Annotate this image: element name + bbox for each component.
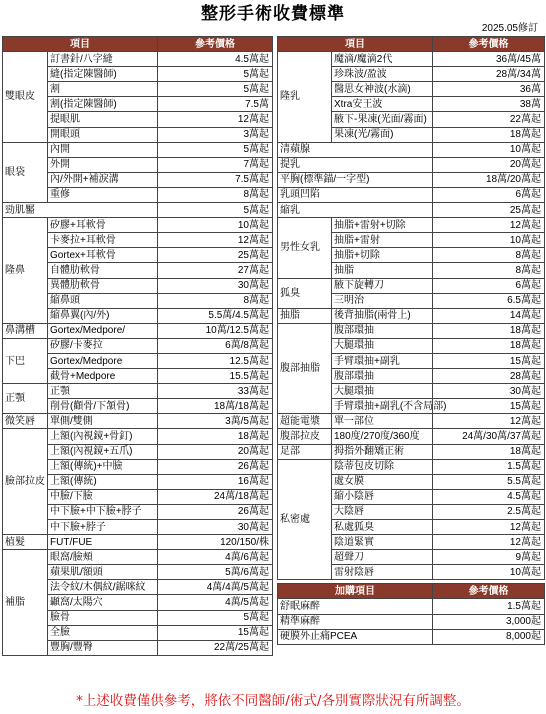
price-cell: 4萬/4萬/5萬起 xyxy=(158,580,273,595)
item-cell: 魔滴/魔滴2代 xyxy=(332,52,433,67)
item-cell: Gortex+耳軟骨 xyxy=(48,248,158,263)
price-cell: 12萬起 xyxy=(433,414,545,429)
price-cell: 10萬起 xyxy=(433,142,545,157)
item-cell: 重修 xyxy=(48,187,158,202)
category-cell: 提乳 xyxy=(278,157,433,172)
price-cell: 5萬起 xyxy=(158,203,273,218)
item-cell: 超聲刀 xyxy=(332,550,433,565)
item-cell: 縫(指定陳醫師) xyxy=(48,67,158,82)
addon-item-cell: 精準麻醉 xyxy=(278,614,433,629)
category-cell: 補脂 xyxy=(3,550,48,656)
item-cell: 拇指外翻矯正術 xyxy=(332,444,433,459)
price-cell: 8萬起 xyxy=(433,263,545,278)
item-cell: 內/外開+補淚溝 xyxy=(48,172,158,187)
price-cell: 5.5萬/4.5萬起 xyxy=(158,308,273,323)
item-cell: 矽膠/卡麥拉 xyxy=(48,338,158,353)
item-cell: 全臉 xyxy=(48,625,158,640)
price-cell: 22萬起 xyxy=(433,112,545,127)
table-row xyxy=(278,187,545,202)
item-cell: 內開 xyxy=(48,142,158,157)
addon-price-cell: 1.5萬起 xyxy=(433,599,545,614)
price-cell: 12萬起 xyxy=(433,218,545,233)
price-cell: 24萬/30萬/37萬起 xyxy=(433,429,545,444)
price-cell: 5萬起 xyxy=(158,67,273,82)
price-cell: 4.5萬起 xyxy=(158,52,273,67)
price-cell: 15萬起 xyxy=(433,353,545,368)
price-cell: 2.5萬起 xyxy=(433,504,545,519)
item-cell: 抽脂+雷射+切除 xyxy=(332,218,433,233)
item-cell: 上額(內視鏡+骨釘) xyxy=(48,429,158,444)
item-cell: 抽脂+雷射 xyxy=(332,233,433,248)
price-cell: 26萬起 xyxy=(158,459,273,474)
revision-date: 2025.05修訂 xyxy=(481,23,538,34)
column-header-item: 項目 xyxy=(278,37,433,52)
right-price-table xyxy=(277,36,545,645)
price-cell: 36萬/45萬 xyxy=(433,52,545,67)
price-cell: 7.5萬 xyxy=(158,97,273,112)
table-row xyxy=(278,278,545,293)
item-cell: 單側/雙側 xyxy=(48,414,158,429)
item-cell: 果凍(光/霧面) xyxy=(332,127,433,142)
item-cell: 割 xyxy=(48,82,158,97)
item-cell: Xtra安王波 xyxy=(332,97,433,112)
table-header-row xyxy=(3,37,273,52)
column-header-price: 參考價格 xyxy=(433,37,545,52)
item-cell: 腹部環抽 xyxy=(332,369,433,384)
category-cell: 男性女乳 xyxy=(278,218,332,278)
item-cell: 腹部環抽 xyxy=(332,323,433,338)
category-cell: 眼袋 xyxy=(3,142,48,202)
column-header-price: 參考價格 xyxy=(158,37,273,52)
category-cell: 足部 xyxy=(278,444,332,459)
item-cell: 縮鼻頭 xyxy=(48,293,158,308)
price-cell: 18萬起 xyxy=(433,127,545,142)
price-cell: 18萬起 xyxy=(158,429,273,444)
table-row xyxy=(3,203,273,218)
price-cell: 26萬起 xyxy=(158,504,273,519)
category-cell: 縮乳 xyxy=(278,203,433,218)
category-cell: 正顎 xyxy=(3,384,48,414)
item-cell: 外開 xyxy=(48,157,158,172)
item-cell: 180度/270度/360度 xyxy=(332,429,433,444)
table-row xyxy=(278,157,545,172)
price-cell: 6.5萬起 xyxy=(433,293,545,308)
price-cell: 30萬起 xyxy=(158,520,273,535)
item-cell: 中下臉+中下臉+脖子 xyxy=(48,504,158,519)
table-row xyxy=(3,338,273,353)
price-cell: 5萬起 xyxy=(158,610,273,625)
price-cell: 30萬起 xyxy=(158,278,273,293)
item-cell: 雷射陰唇 xyxy=(332,565,433,580)
category-cell: 超能電漿 xyxy=(278,414,332,429)
addon-item-cell: 舒眠麻醉 xyxy=(278,599,433,614)
item-cell: 三明治 xyxy=(332,293,433,308)
item-cell: 處女膜 xyxy=(332,474,433,489)
category-cell: 下巴 xyxy=(3,338,48,383)
item-cell: 腋下-果凍(光面/霧面) xyxy=(332,112,433,127)
price-cell: 15萬起 xyxy=(158,625,273,640)
price-cell: 18萬起 xyxy=(433,444,545,459)
category-cell: 勁肌靨 xyxy=(3,203,158,218)
item-cell: 訂書針/八字縫 xyxy=(48,52,158,67)
category-cell: 狐臭 xyxy=(278,278,332,308)
price-cell: 4.5萬起 xyxy=(433,489,545,504)
table-row xyxy=(278,459,545,474)
table-row xyxy=(3,384,273,399)
table-row xyxy=(3,429,273,444)
price-cell: 15.5萬起 xyxy=(158,369,273,384)
item-cell: 手臂環抽+副乳 xyxy=(332,353,433,368)
addon-price-cell: 3,000起 xyxy=(433,614,545,629)
column-header-item: 加購項目 xyxy=(278,584,433,599)
price-cell: 8萬起 xyxy=(158,187,273,202)
table-row xyxy=(278,52,545,67)
price-cell: 5萬起 xyxy=(158,142,273,157)
category-cell: 平胸(標準錨/一字型) xyxy=(278,172,433,187)
table-row xyxy=(278,218,545,233)
price-cell: 12萬起 xyxy=(158,233,273,248)
price-cell: 1.5萬起 xyxy=(433,459,545,474)
price-cell: 30萬起 xyxy=(433,384,545,399)
item-cell: 正顎 xyxy=(48,384,158,399)
price-cell: 33萬起 xyxy=(158,384,273,399)
category-cell: 鼻溝槽 xyxy=(3,323,48,338)
price-cell: 4萬/5萬起 xyxy=(158,595,273,610)
table-row xyxy=(3,142,273,157)
item-cell: 大腿環抽 xyxy=(332,338,433,353)
table-row xyxy=(278,444,545,459)
category-cell: 腹部拉皮 xyxy=(278,429,332,444)
price-cell: 6萬起 xyxy=(433,187,545,202)
price-cell: 20萬起 xyxy=(158,444,273,459)
price-cell: 4萬/6萬起 xyxy=(158,550,273,565)
item-cell: 割(指定陳醫師) xyxy=(48,97,158,112)
item-cell: 大陰唇 xyxy=(332,504,433,519)
category-cell: 清蘋腺 xyxy=(278,142,433,157)
price-cell: 25萬起 xyxy=(158,248,273,263)
item-cell: 豐胸/豐臀 xyxy=(48,640,158,655)
category-cell: 抽脂 xyxy=(278,308,332,323)
item-cell: 上額(內視鏡+五爪) xyxy=(48,444,158,459)
table-row xyxy=(278,414,545,429)
price-cell: 25萬起 xyxy=(433,203,545,218)
item-cell: 珍珠波/盈波 xyxy=(332,67,433,82)
item-cell: 腋下旋轉刀 xyxy=(332,278,433,293)
category-cell: 私密處 xyxy=(278,459,332,580)
table-row xyxy=(278,203,545,218)
addon-row xyxy=(278,614,545,629)
item-cell: 中臉/下臉 xyxy=(48,489,158,504)
item-cell: Gortex/Medpore xyxy=(48,353,158,368)
addon-row xyxy=(278,599,545,614)
category-cell: 隆鼻 xyxy=(3,218,48,324)
price-cell: 8萬起 xyxy=(158,293,273,308)
item-cell: 蘋果肌/額頭 xyxy=(48,565,158,580)
table-row xyxy=(278,142,545,157)
price-cell: 16萬起 xyxy=(158,474,273,489)
item-cell: 抽脂 xyxy=(332,263,433,278)
price-cell: 20萬起 xyxy=(433,157,545,172)
category-cell: 雙眼皮 xyxy=(3,52,48,143)
table-row xyxy=(3,52,273,67)
price-cell: 10萬起 xyxy=(433,233,545,248)
item-cell: 上額(傳統) xyxy=(48,474,158,489)
price-cell: 7萬起 xyxy=(158,157,273,172)
item-cell: 顳窩/太陽穴 xyxy=(48,595,158,610)
item-cell: 抽脂+切除 xyxy=(332,248,433,263)
table-row xyxy=(278,172,545,187)
price-cell: 5萬/6萬起 xyxy=(158,565,273,580)
item-cell: 提眼肌 xyxy=(48,112,158,127)
price-cell: 27萬起 xyxy=(158,263,273,278)
price-cell: 6萬起 xyxy=(433,278,545,293)
price-cell: 18萬起 xyxy=(433,323,545,338)
category-cell: 隆乳 xyxy=(278,52,332,143)
addon-row xyxy=(278,629,545,644)
addon-price-cell: 8,000起 xyxy=(433,629,545,644)
price-cell: 5.5萬起 xyxy=(433,474,545,489)
item-cell: 截骨+Medpore xyxy=(48,369,158,384)
table-row xyxy=(3,218,273,233)
price-cell: 7.5萬起 xyxy=(158,172,273,187)
left-price-table xyxy=(2,36,273,656)
table-row xyxy=(278,308,545,323)
price-cell: 10萬起 xyxy=(158,218,273,233)
item-cell: 法令紋/木偶紋/鋸咪紋 xyxy=(48,580,158,595)
item-cell: 上額(傳統)+中臉 xyxy=(48,459,158,474)
price-cell: 15萬起 xyxy=(433,399,545,414)
item-cell: 削骨(顴骨/下頷骨) xyxy=(48,399,158,414)
item-cell: FUT/FUE xyxy=(48,535,158,550)
item-cell: 開眼頭 xyxy=(48,127,158,142)
price-cell: 120/150/株 xyxy=(158,535,273,550)
item-cell: 縮小陰唇 xyxy=(332,489,433,504)
item-cell: 陰道緊實 xyxy=(332,535,433,550)
price-cell: 3萬起 xyxy=(158,127,273,142)
price-cell: 10萬/12.5萬起 xyxy=(158,323,273,338)
price-cell: 28萬/34萬 xyxy=(433,67,545,82)
price-cell: 38萬 xyxy=(433,97,545,112)
page-title: 整形手術收費標準 xyxy=(201,4,345,24)
item-cell: 單一部位 xyxy=(332,414,433,429)
category-cell: 臉部拉皮 xyxy=(3,429,48,535)
price-cell: 10萬起 xyxy=(433,565,545,580)
item-cell: 私處狐臭 xyxy=(332,520,433,535)
table-row xyxy=(3,550,273,565)
price-cell: 8萬起 xyxy=(433,248,545,263)
item-cell: 大腿環抽 xyxy=(332,384,433,399)
item-cell: 臉骨 xyxy=(48,610,158,625)
disclaimer-note: *上述收費僅供參考，將依不同醫師/術式/各別實際狀況有所調整。 xyxy=(76,693,470,709)
item-cell: 卡麥拉+耳軟骨 xyxy=(48,233,158,248)
item-cell: 縮鼻翼(內/外) xyxy=(48,308,158,323)
item-cell: 手臂環抽+副乳(不含局部) xyxy=(332,399,433,414)
category-cell: 腹部抽脂 xyxy=(278,323,332,414)
price-cell: 36萬 xyxy=(433,82,545,97)
table-row xyxy=(3,323,273,338)
item-cell: 醫思女神波(水滴) xyxy=(332,82,433,97)
category-cell: 乳頭凹陷 xyxy=(278,187,433,202)
category-cell: 微笑唇 xyxy=(3,414,48,429)
item-cell: 自體肋軟骨 xyxy=(48,263,158,278)
price-cell: 3萬/5萬起 xyxy=(158,414,273,429)
category-cell: 植髮 xyxy=(3,535,48,550)
price-cell: 18萬/18萬起 xyxy=(158,399,273,414)
item-cell: 中下臉+脖子 xyxy=(48,520,158,535)
price-cell: 12.5萬起 xyxy=(158,353,273,368)
price-cell: 18萬起 xyxy=(433,338,545,353)
table-header-row xyxy=(278,584,545,599)
item-cell: 陰蒂包皮切除 xyxy=(332,459,433,474)
price-cell: 24萬/18萬起 xyxy=(158,489,273,504)
price-cell: 28萬起 xyxy=(433,369,545,384)
price-cell: 22萬/25萬起 xyxy=(158,640,273,655)
price-cell: 12萬起 xyxy=(433,520,545,535)
column-header-price: 參考價格 xyxy=(433,584,545,599)
table-row xyxy=(3,535,273,550)
price-cell: 12萬起 xyxy=(158,112,273,127)
item-cell: 矽膠+耳軟骨 xyxy=(48,218,158,233)
table-header-row xyxy=(278,37,545,52)
table-row xyxy=(3,414,273,429)
table-row xyxy=(278,429,545,444)
price-cell: 6萬/8萬起 xyxy=(158,338,273,353)
price-cell: 18萬/20萬起 xyxy=(433,172,545,187)
item-cell: 後背抽脂(兩骨上) xyxy=(332,308,433,323)
price-cell: 12萬起 xyxy=(433,535,545,550)
item-cell: 異體肋軟骨 xyxy=(48,278,158,293)
column-header-item: 項目 xyxy=(3,37,158,52)
item-cell: Gortex/Medpore/ xyxy=(48,323,158,338)
price-cell: 14萬起 xyxy=(433,308,545,323)
price-cell: 9萬起 xyxy=(433,550,545,565)
table-row xyxy=(278,323,545,338)
addon-item-cell: 硬膜外止痛PCEA xyxy=(278,629,433,644)
price-cell: 5萬起 xyxy=(158,82,273,97)
item-cell: 眼窩/臉頰 xyxy=(48,550,158,565)
